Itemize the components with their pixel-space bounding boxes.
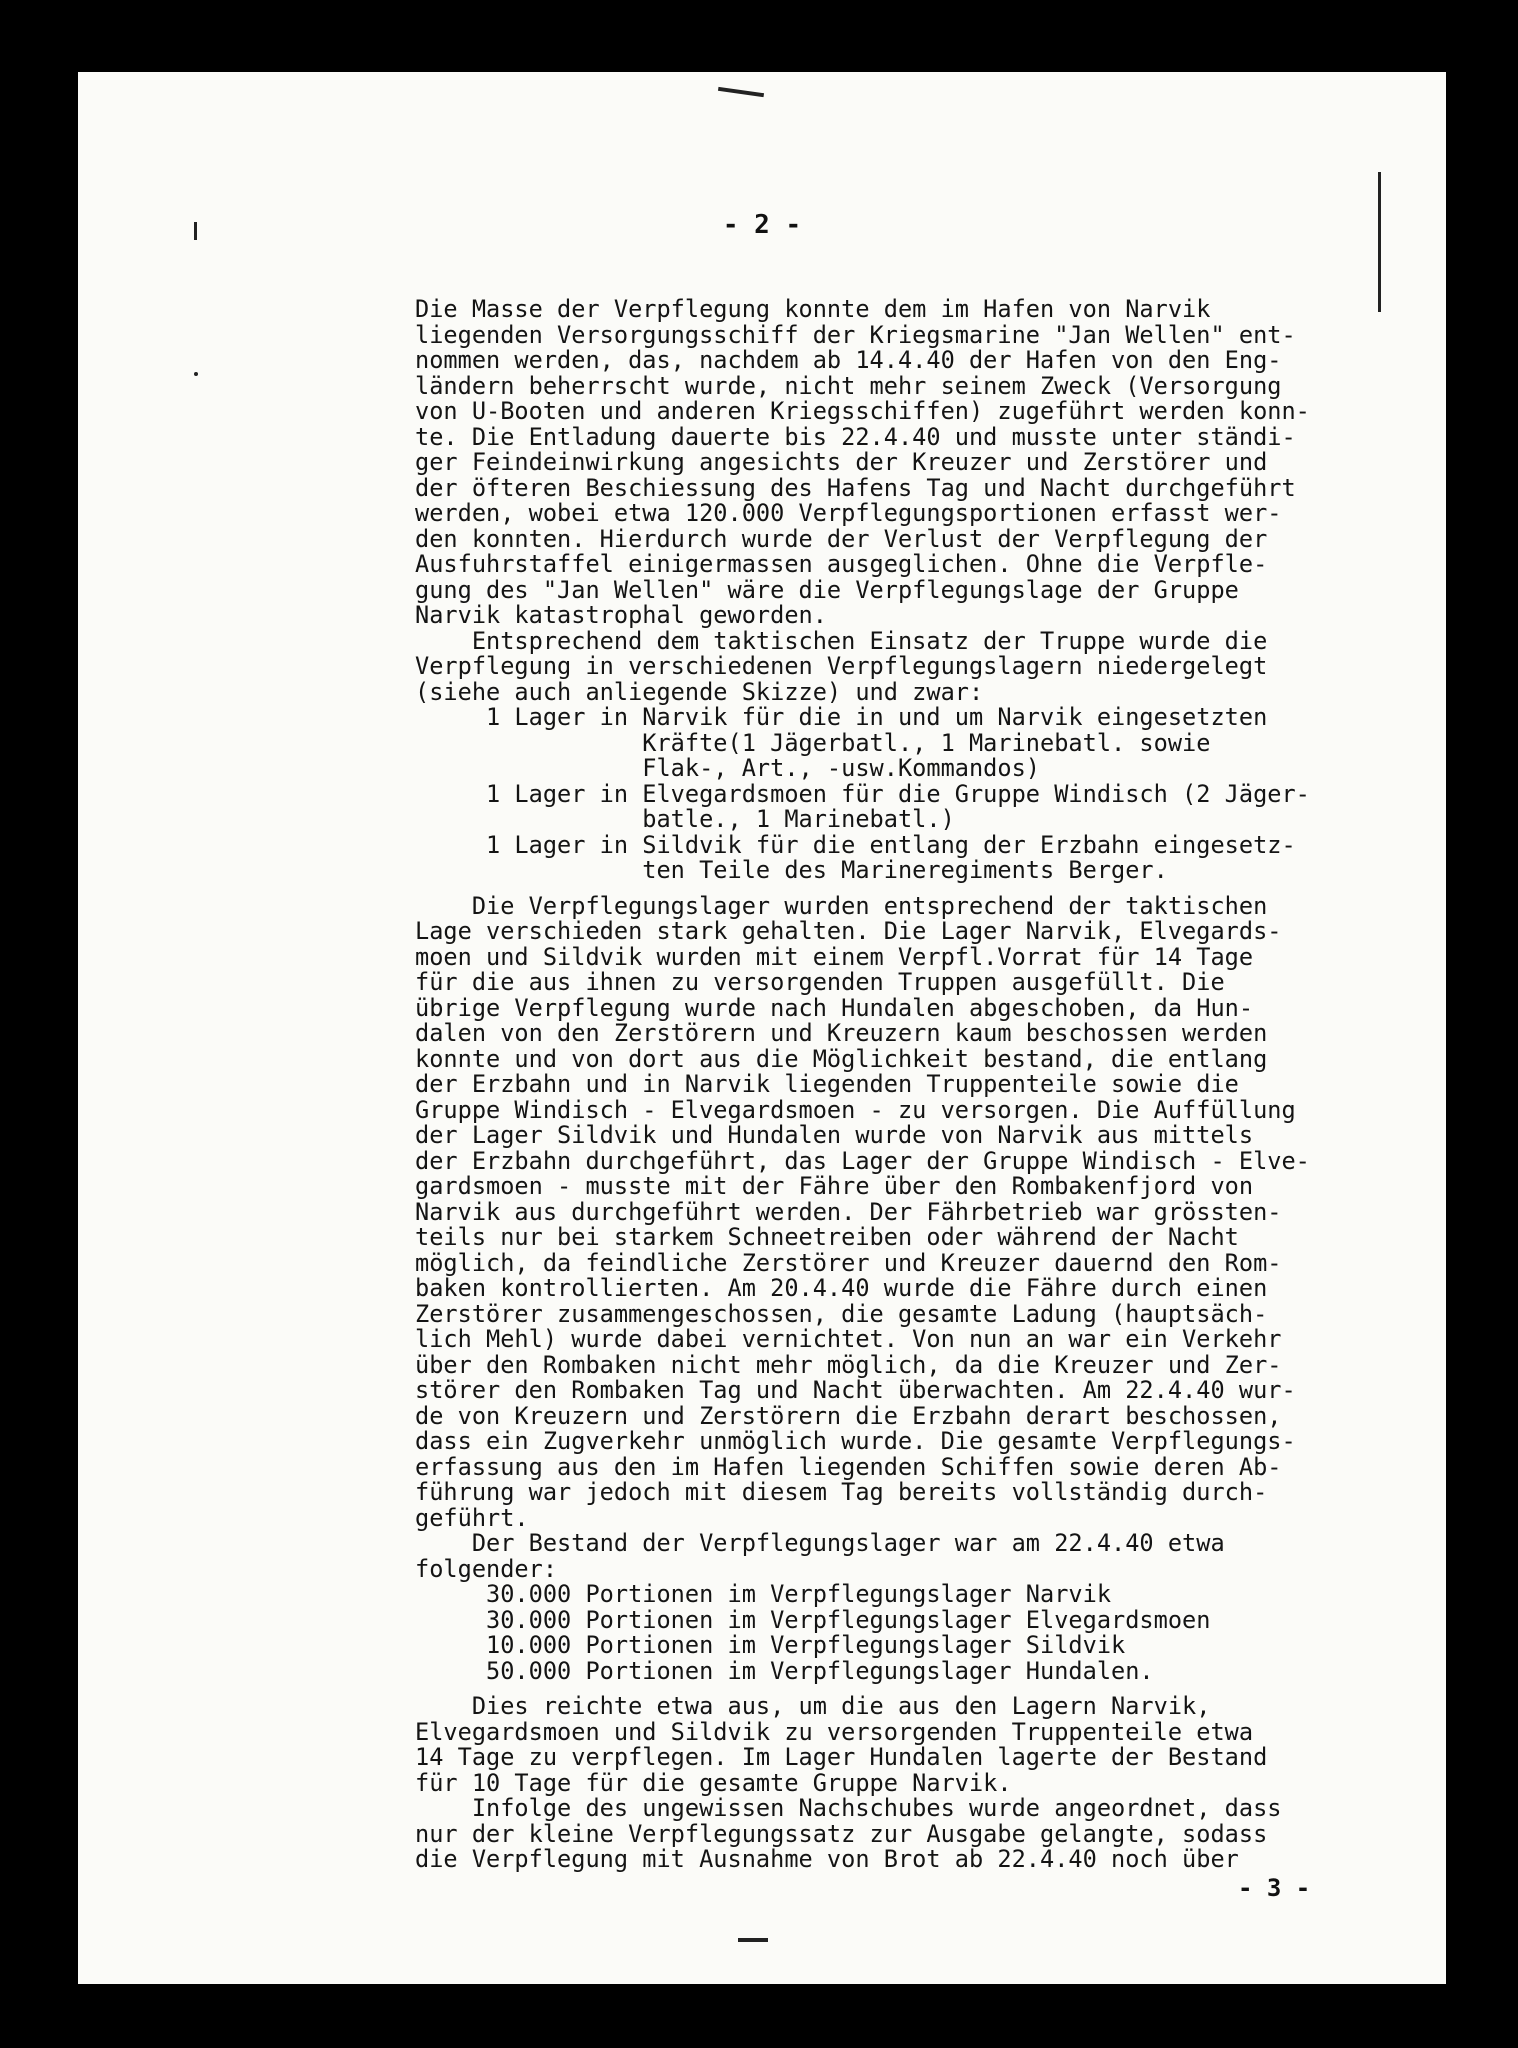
text-line: 30.000 Portionen im Verpflegungslager Narvik	[415, 1580, 1112, 1608]
paragraph	[415, 1694, 1335, 1873]
text-line: Infolge des ungewissen Nachschubes wurde angeordnet, dass	[415, 1794, 1282, 1822]
text-line: erfassung aus den im Hafen liegenden Schiffen sowie deren Ab-	[415, 1452, 1282, 1481]
text-line: Gruppe Windisch - Elvegardsmoen - zu versorgen. Die Auffüllung	[415, 1095, 1296, 1124]
text-line: moen und Sildvik wurden mit einem Verpfl.Vorrat für 14 Tage	[415, 942, 1254, 971]
text-line: baken kontrollierten. Am 20.4.40 wurde die Fähre durch einen	[415, 1274, 1268, 1302]
text-line: über den Rombaken nicht mehr möglich, da die Kreuzer und Zer-	[415, 1350, 1282, 1379]
text-line: für 10 Tage für die gesamte Gruppe Narvik.	[415, 1768, 1012, 1797]
text-line: 50.000 Portionen im Verpflegungslager Hundalen.	[415, 1656, 1154, 1685]
page-number: - 2 -	[722, 210, 802, 240]
body-text	[415, 297, 1335, 1873]
text-line: gung des "Jan Wellen" wäre die Verpflegungslage der Gruppe	[415, 575, 1239, 604]
text-line: Narvik katastrophal geworden.	[415, 601, 827, 629]
text-line: 30.000 Portionen im Verpflegungslager Elvegardsmoen	[415, 1605, 1211, 1634]
scan-mark	[194, 372, 198, 376]
scan-mark	[718, 87, 764, 97]
text-line: teils nur bei starkem Schneetreiben oder während der Nacht	[415, 1223, 1239, 1251]
text-line: Elvegardsmoen und Sildvik zu versorgenden Truppenteile etwa	[415, 1717, 1254, 1746]
text-line: möglich, da feindliche Zerstörer und Kreuzer dauernd den Rom-	[415, 1248, 1282, 1277]
text-line: de von Kreuzern und Zerstörern die Erzbahn derart beschossen,	[415, 1401, 1282, 1430]
scan-mark	[738, 1938, 768, 1942]
text-line: ger Feindeinwirkung angesichts der Kreuzer und Zerstörer und	[415, 448, 1268, 476]
text-line: gardsmoen - musste mit der Fähre über den Rombakenfjord von	[415, 1172, 1254, 1200]
text-line: geführt.	[415, 1503, 529, 1532]
next-page-marker: - 3 -	[1238, 1874, 1311, 1902]
text-line: dass ein Zugverkehr unmöglich wurde. Die gesamte Verpflegungs-	[415, 1427, 1296, 1455]
text-line: 10.000 Portionen im Verpflegungslager Sildvik	[415, 1631, 1126, 1659]
text-line: für die aus ihnen zu versorgenden Truppen ausgefüllt. Die	[415, 968, 1225, 996]
text-line: ländern beherrscht wurde, nicht mehr seinem Zweck (Versorgung	[415, 371, 1282, 400]
text-line: Die Masse der Verpflegung konnte dem im Hafen von Narvik	[415, 295, 1211, 323]
text-line: liegenden Versorgungsschiff der Kriegsmarine "Jan Wellen" ent-	[415, 320, 1296, 349]
text-line: folgender:	[415, 1554, 558, 1583]
text-line: Zerstörer zusammengeschossen, die gesamte Ladung (hauptsäch-	[415, 1299, 1268, 1328]
text-line: Kräfte(1 Jägerbatl., 1 Marinebatl. sowie	[415, 728, 1211, 757]
text-line: von U-Booten und anderen Kriegsschiffen) zugeführt werden konn-	[415, 397, 1310, 425]
paragraph	[415, 891, 1335, 1685]
text-line: die Verpflegung mit Ausnahme von Brot ab 22.4.40 noch über	[415, 1845, 1239, 1873]
paragraph	[415, 297, 1335, 884]
text-line: batle., 1 Marinebatl.)	[415, 805, 955, 833]
text-line: störer den Rombaken Tag und Nacht überwachten. Am 22.4.40 wur-	[415, 1376, 1296, 1404]
scan-mark	[1378, 172, 1381, 312]
text-line: Verpflegung in verschiedenen Verpflegungslagern niedergelegt	[415, 652, 1268, 680]
text-line: der Erzbahn durchgeführt, das Lager der Gruppe Windisch - Elve-	[415, 1146, 1310, 1175]
text-line: Ausfuhrstaffel einigermassen ausgeglichen. Ohne die Verpfle-	[415, 550, 1268, 578]
text-line: Flak-, Art., -usw.Kommandos)	[415, 754, 1041, 782]
text-line: werden, wobei etwa 120.000 Verpflegungsportionen erfasst wer-	[415, 499, 1282, 527]
text-line: Lage verschieden stark gehalten. Die Lager Narvik, Elvegards-	[415, 917, 1282, 945]
text-line: Entsprechend dem taktischen Einsatz der Truppe wurde die	[415, 626, 1268, 655]
text-line: konnte und von dort aus die Möglichkeit bestand, die entlang	[415, 1044, 1268, 1073]
text-line: dalen von den Zerstörern und Kreuzern kaum beschossen werden	[415, 1019, 1268, 1047]
text-line: Dies reichte etwa aus, um die aus den Lagern Narvik,	[415, 1692, 1211, 1720]
text-line: 14 Tage zu verpflegen. Im Lager Hundalen lagerte der Bestand	[415, 1743, 1268, 1771]
text-line: 1 Lager in Narvik für die in und um Narvik eingesetzten	[415, 703, 1268, 731]
text-line: nommen werden, das, nachdem ab 14.4.40 der Hafen von den Eng-	[415, 346, 1282, 374]
text-line: nur der kleine Verpflegungssatz zur Ausgabe gelangte, sodass	[415, 1819, 1268, 1848]
text-line: lich Mehl) wurde dabei vernichtet. Von nun an war ein Verkehr	[415, 1325, 1282, 1353]
text-line: te. Die Entladung dauerte bis 22.4.40 und musste unter ständi-	[415, 422, 1296, 451]
text-line: ten Teile des Marineregiments Berger.	[415, 856, 1168, 884]
text-line: 1 Lager in Sildvik für die entlang der Erzbahn eingesetz-	[415, 830, 1296, 859]
text-line: führung war jedoch mit diesem Tag bereits vollständig durch-	[415, 1478, 1268, 1506]
text-line: Der Bestand der Verpflegungslager war am 22.4.40 etwa	[415, 1529, 1225, 1557]
text-line: übrige Verpflegung wurde nach Hundalen abgeschoben, da Hun-	[415, 993, 1254, 1022]
document-page	[78, 72, 1446, 1984]
text-line: (siehe auch anliegende Skizze) und zwar:	[415, 677, 984, 706]
text-line: der öfteren Beschiessung des Hafens Tag und Nacht durchgeführt	[415, 473, 1296, 502]
text-line: Die Verpflegungslager wurden entsprechend der taktischen	[415, 891, 1268, 920]
text-line: der Lager Sildvik und Hundalen wurde von Narvik aus mittels	[415, 1121, 1254, 1149]
text-line: der Erzbahn und in Narvik liegenden Truppenteile sowie die	[415, 1070, 1239, 1098]
text-line: den konnten. Hierdurch wurde der Verlust der Verpflegung der	[415, 524, 1268, 553]
text-line: 1 Lager in Elvegardsmoen für die Gruppe Windisch (2 Jäger-	[415, 779, 1310, 808]
text-line: Narvik aus durchgeführt werden. Der Fährbetrieb war grössten-	[415, 1197, 1282, 1226]
